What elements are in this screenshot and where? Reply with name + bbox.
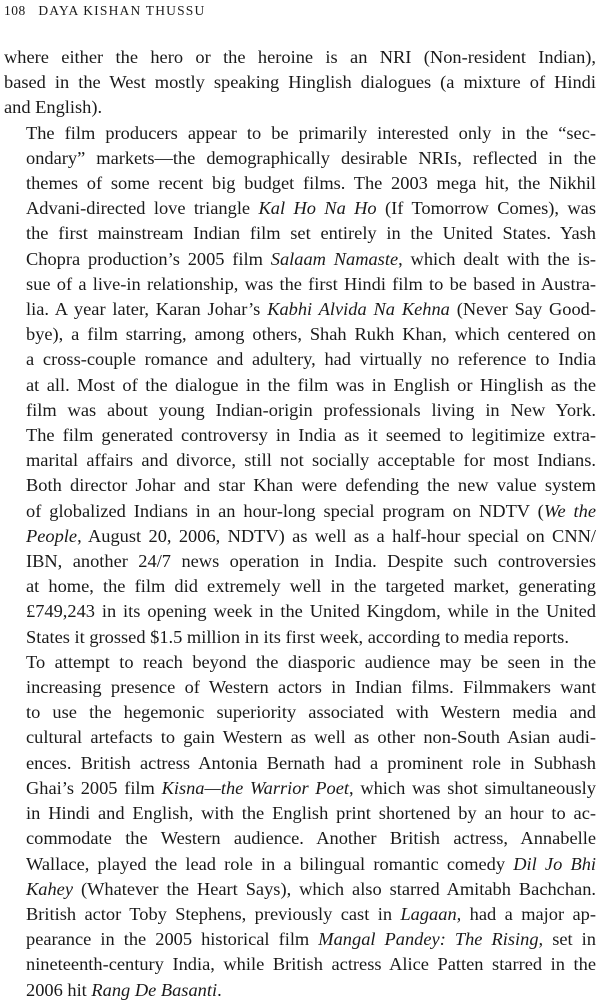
text-run: ences. British actress Antonia Bernath had a prominent role in Subhash bbox=[26, 752, 596, 773]
text-run: (If Tomorrow Comes), was bbox=[376, 198, 596, 219]
text-run: commodate the Western audience. Another British actress, Annabelle bbox=[26, 828, 596, 849]
text-line bbox=[4, 650, 596, 675]
text-run: IBN, another 24/7 news operation in India. Despite such controversies bbox=[26, 551, 596, 572]
text-line bbox=[4, 675, 596, 700]
text-line bbox=[4, 95, 596, 120]
text-line bbox=[4, 121, 596, 146]
text-line bbox=[4, 448, 596, 473]
text-line bbox=[4, 524, 596, 549]
text-run: £749,243 in its opening week in the United Kingdom, while in the United bbox=[26, 601, 596, 622]
paragraph-1 bbox=[4, 45, 596, 121]
text-line bbox=[4, 549, 596, 574]
text-run: film was about young Indian-origin professionals living in New York. bbox=[26, 399, 596, 420]
text-line bbox=[4, 978, 596, 1003]
text-line bbox=[4, 776, 596, 801]
text-run: nineteenth-century India, while British actress Alice Patten starred in the bbox=[26, 954, 596, 975]
body-text bbox=[4, 45, 596, 1003]
text-run: of globalized Indians in an hour-long special program on NDTV ( bbox=[26, 500, 544, 521]
italic-title: Mangal Pandey: The Rising, bbox=[318, 929, 544, 950]
text-line bbox=[4, 272, 596, 297]
italic-title: Rang De Basanti bbox=[91, 979, 218, 1000]
text-run: where either the hero or the heroine is an NRI (Non-resident Indian), bbox=[4, 47, 596, 67]
text-run: To attempt to reach beyond the diasporic audience may be seen in the bbox=[26, 651, 596, 672]
author-name: DAYA KISHAN THUSSU bbox=[38, 3, 206, 18]
text-line bbox=[4, 801, 596, 826]
text-run: ondary” markets—the demographically desirable NRIs, reflected in the bbox=[26, 147, 596, 168]
text-run: (Never Say Good- bbox=[449, 299, 597, 320]
text-line bbox=[4, 221, 596, 246]
paragraph-3 bbox=[4, 650, 596, 1003]
text-run: 2006 hit bbox=[26, 979, 92, 1000]
text-line bbox=[4, 826, 596, 851]
text-line bbox=[4, 700, 596, 725]
text-run: bye), a film starring, among others, Shah Rukh Khan, which centered on bbox=[26, 324, 596, 345]
italic-title: Kisna—the Warrior Poet bbox=[161, 777, 350, 798]
text-line bbox=[4, 247, 596, 272]
text-run: (Whatever the Heart Says), which also starred Amitabh Bachchan. bbox=[72, 878, 596, 899]
text-line bbox=[4, 146, 596, 171]
italic-title: Kal Ho Na Ho bbox=[258, 198, 377, 219]
text-run: marital affairs and divorce, still not socially acceptable for most Indians. bbox=[26, 450, 596, 471]
text-line bbox=[4, 574, 596, 599]
text-run: the first mainstream Indian film set entirely in the United States. Yash bbox=[26, 223, 596, 244]
text-run: , which dealt with the is- bbox=[398, 248, 597, 269]
italic-title: Dil Jo Bhi bbox=[513, 853, 596, 874]
text-run: The film generated controversy in India as it seemed to legitimize extra- bbox=[26, 425, 596, 446]
text-run: set in bbox=[543, 929, 596, 950]
text-line bbox=[4, 70, 596, 95]
text-line bbox=[4, 852, 596, 877]
page-number: 108 bbox=[4, 3, 26, 18]
text-line bbox=[4, 927, 596, 952]
text-line bbox=[4, 347, 596, 372]
paragraph-2 bbox=[4, 121, 596, 650]
italic-title: Salaam Namaste bbox=[270, 248, 399, 269]
text-run: a cross-couple romance and adultery, had virtually no reference to India bbox=[26, 349, 596, 370]
text-line bbox=[4, 196, 596, 221]
text-line bbox=[4, 171, 596, 196]
text-run: and English). bbox=[4, 97, 103, 118]
italic-title: Kabhi Alvida Na Kehna bbox=[267, 299, 450, 320]
text-line bbox=[4, 322, 596, 347]
text-run: The film producers appear to be primarily interested only in the “sec- bbox=[26, 122, 596, 143]
text-line bbox=[4, 297, 596, 322]
text-line bbox=[4, 373, 596, 398]
text-run: Chopra production’s 2005 film bbox=[26, 248, 271, 269]
text-line bbox=[4, 877, 596, 902]
text-run: at home, the film did extremely well in the targeted market, generating bbox=[26, 576, 596, 597]
text-run: , which was shot simultaneously bbox=[349, 777, 596, 798]
text-line bbox=[4, 625, 596, 650]
text-run: pearance in the 2005 historical film bbox=[26, 929, 319, 950]
text-run: at all. Most of the dialogue in the film was in English or Hinglish as the bbox=[26, 374, 596, 395]
text-line bbox=[4, 599, 596, 624]
italic-title: We the bbox=[543, 500, 597, 521]
text-run: to use the hegemonic superiority associated with Western media and bbox=[26, 702, 596, 723]
text-line bbox=[4, 45, 596, 70]
text-line bbox=[4, 499, 596, 524]
text-run: in Hindi and English, with the English print shortened by an hour to ac- bbox=[26, 803, 596, 824]
text-run: sue of a live-in relationship, was the first Hindi film to be based in Austra- bbox=[26, 273, 596, 294]
text-run: Advani-directed love triangle bbox=[26, 198, 259, 219]
text-run: based in the West mostly speaking Hinglish dialogues (a mixture of Hindi bbox=[4, 72, 596, 93]
text-run: Wallace, played the lead role in a bilingual romantic comedy bbox=[26, 853, 514, 874]
text-run: lia. A year later, Karan Johar’s bbox=[26, 299, 268, 320]
text-line bbox=[4, 751, 596, 776]
text-line bbox=[4, 473, 596, 498]
running-head bbox=[4, 3, 205, 19]
italic-title: People bbox=[26, 525, 78, 546]
text-line bbox=[4, 952, 596, 977]
italic-title: Kahey bbox=[26, 878, 73, 899]
text-run: cultural artefacts to gain Western as well as other non-South Asian audi- bbox=[26, 727, 596, 748]
text-run: . bbox=[217, 979, 222, 1000]
text-run: , August 20, 2006, NDTV) as well as a half-hour special on CNN/ bbox=[77, 525, 596, 546]
text-run: States it grossed $1.5 million in its first week, according to media reports. bbox=[26, 626, 569, 647]
text-line bbox=[4, 423, 596, 448]
text-run: Ghai’s 2005 film bbox=[26, 777, 162, 798]
text-line bbox=[4, 902, 596, 927]
text-line bbox=[4, 725, 596, 750]
text-run: Both director Johar and star Khan were defending the new value system bbox=[26, 475, 596, 496]
text-run: had a major ap- bbox=[461, 903, 596, 924]
text-run: British actor Toby Stephens, previously cast in bbox=[26, 903, 401, 924]
italic-title: Lagaan, bbox=[400, 903, 462, 924]
text-line bbox=[4, 398, 596, 423]
text-run: themes of some recent big budget films. The 2003 mega hit, the Nikhil bbox=[26, 173, 596, 194]
text-run: increasing presence of Western actors in Indian films. Filmmakers want bbox=[26, 677, 596, 698]
